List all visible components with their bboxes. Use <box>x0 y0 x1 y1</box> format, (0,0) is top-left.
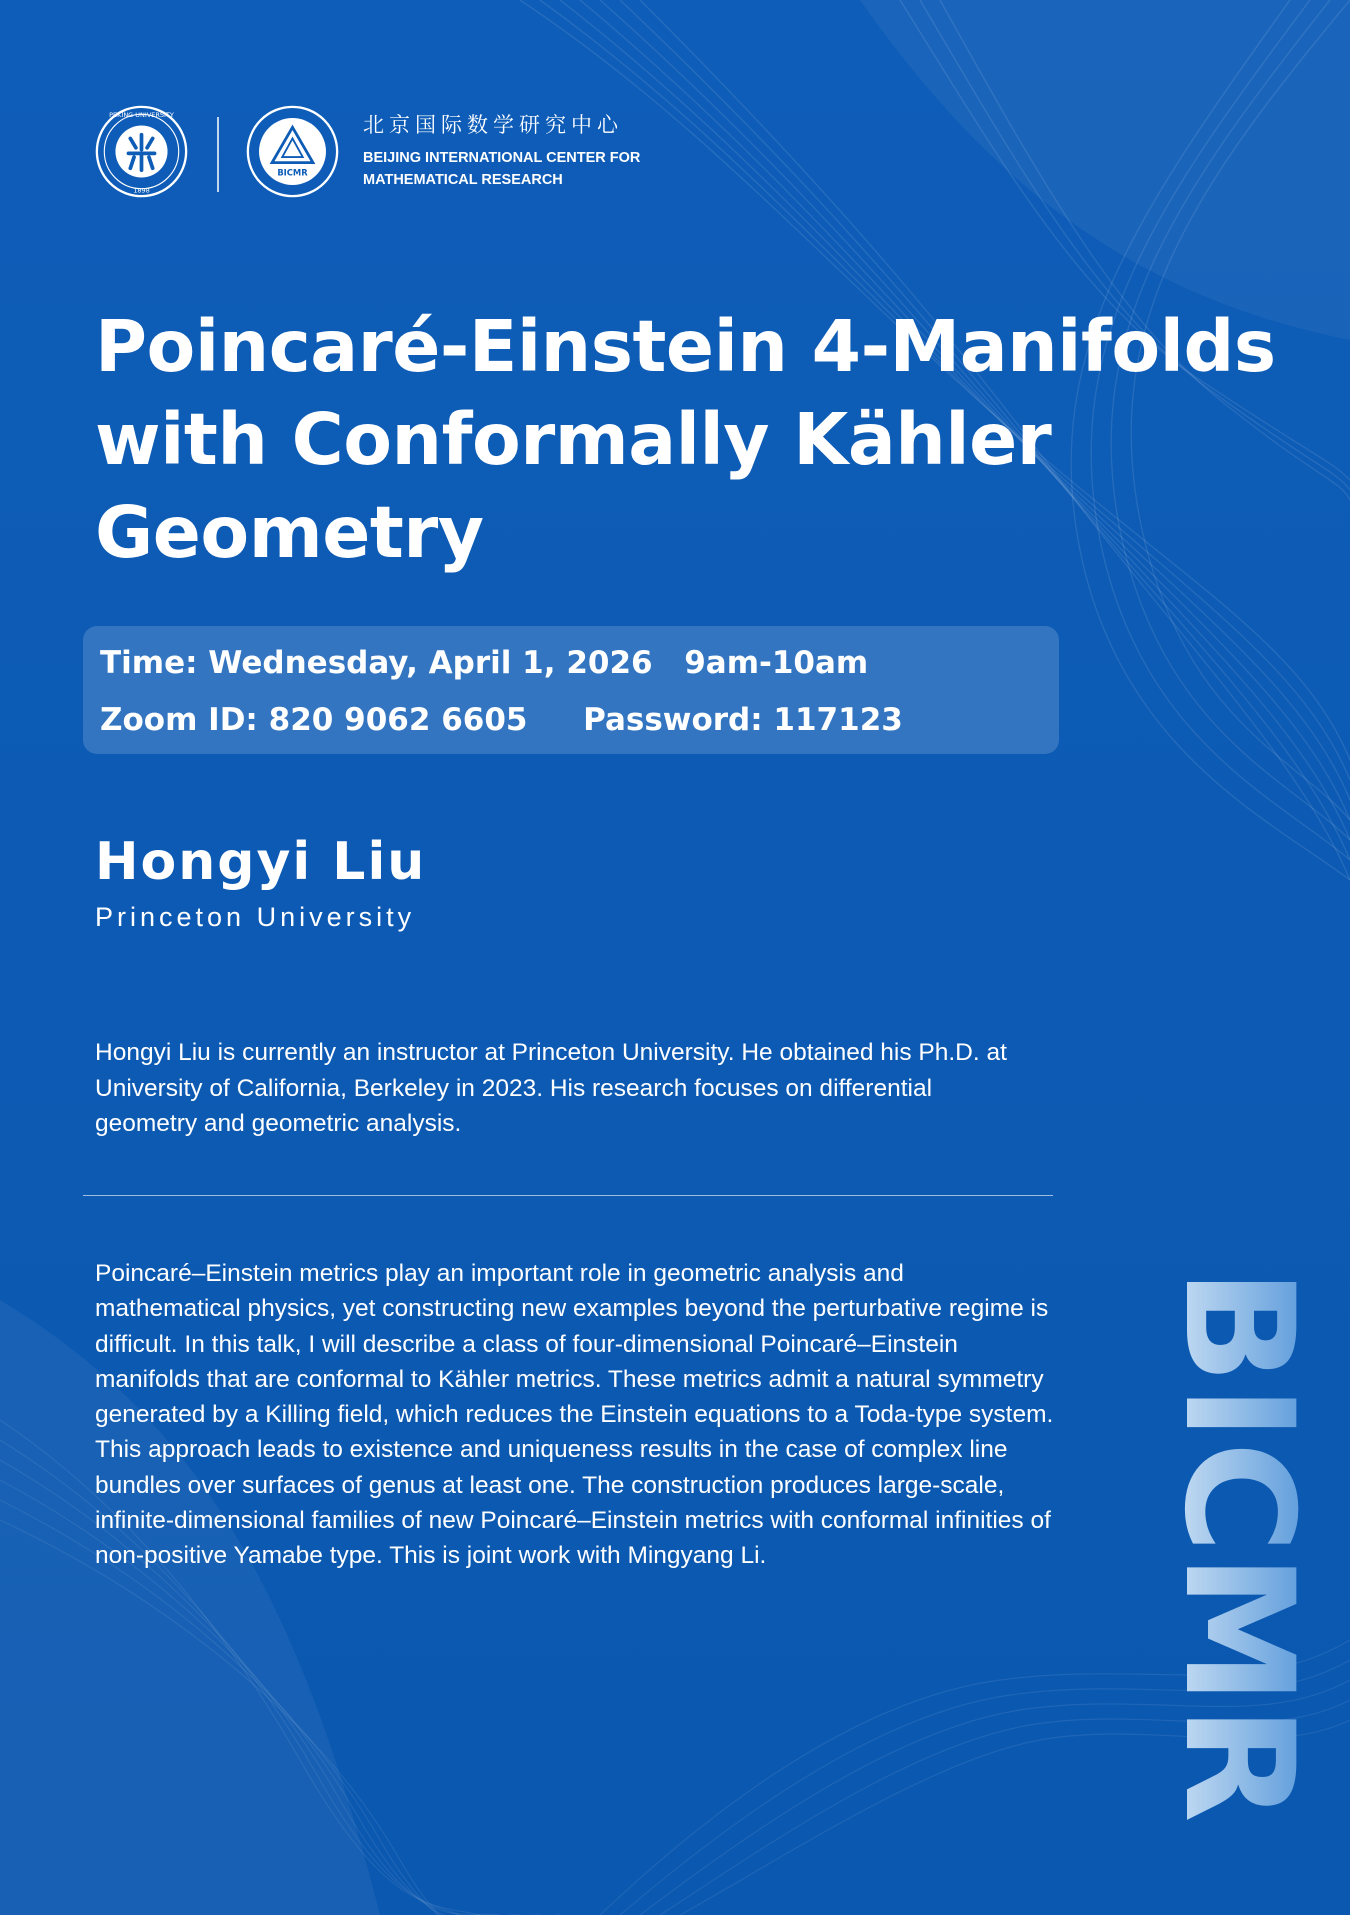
time-row <box>100 645 868 681</box>
bicmr-seal-icon <box>246 105 339 198</box>
svg-text:1898: 1898 <box>133 186 150 195</box>
org-name-english-line1: BEIJING INTERNATIONAL CENTER FOR <box>363 150 641 166</box>
watermark-text: BICMR <box>1151 1268 1325 1813</box>
talk-abstract: Poincaré–Einstein metrics play an important role in geometric analysis and mathematical physics, yet constructing new examples beyond the perturbative regime is difficult. In this talk, I will describe a class of four-dimensional Poincaré–Einstein manifolds that are conformal to Kähler metrics. These metrics admit a natural symmetry generated by a Killing field, which reduces the Einstein equations to a Toda-type system. This approach leads to existence and uniqueness results in the case of complex line bundles over surfaces of genus at least one. The construction produces large-scale, infinite-dimensional families of new Poincaré–Einstein metrics with conformal infinities of non-positive Yamabe type. This is joint work with Mingyang Li. <box>95 1260 1054 1570</box>
peking-university-seal-icon <box>95 105 188 198</box>
zoom-id[interactable]: 820 9062 6605 <box>268 702 528 738</box>
logo-divider <box>217 117 219 192</box>
bicmr-vertical-watermark <box>1151 1268 1325 1828</box>
password-value[interactable]: 117123 <box>773 702 903 738</box>
speaker-name: Hongyi Liu <box>95 832 427 892</box>
svg-text:PEKING UNIVERSITY: PEKING UNIVERSITY <box>109 111 174 120</box>
org-name-chinese: 北京国际数学研究中心 <box>363 113 623 137</box>
section-divider <box>83 1195 1053 1196</box>
zoom-row <box>100 702 903 738</box>
time-value: Wednesday, April 1, 2026 <box>208 645 653 681</box>
talk-title-line: Poincaré-Einstein 4-Manifolds <box>95 305 1276 388</box>
svg-text:BICMR: BICMR <box>277 167 308 178</box>
header-logos <box>95 105 695 200</box>
org-name-english-line2: MATHEMATICAL RESEARCH <box>363 172 563 188</box>
org-name-block <box>363 109 683 191</box>
talk-title-line: with Conformally Kähler <box>95 398 1052 481</box>
time-range: 9am-10am <box>684 645 869 681</box>
password-label: Password: <box>583 702 763 738</box>
talk-title-line: Geometry <box>95 491 484 574</box>
talk-title <box>95 300 1276 579</box>
time-label: Time: <box>100 645 198 681</box>
org-name-english <box>363 147 683 191</box>
zoom-label: Zoom ID: <box>100 702 258 738</box>
speaker-bio: Hongyi Liu is currently an instructor at Princeton University. He obtained his Ph.D. at University of California, Berkeley in 2023. His research focuses on differential geometry and geometric analysis. <box>95 1039 1007 1137</box>
event-info-box <box>83 626 1059 754</box>
speaker-affiliation: Princeton University <box>95 902 416 932</box>
